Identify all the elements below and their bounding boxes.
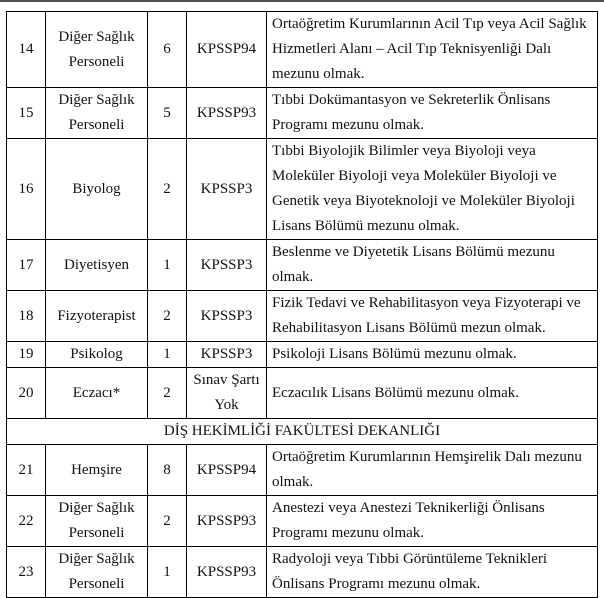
table-row [7, 445, 598, 496]
score-type [187, 445, 267, 496]
position-title-line: Diğer Sağlık [58, 92, 135, 108]
position-count: 5 [148, 88, 187, 139]
position-title [46, 368, 148, 419]
table-row [7, 291, 598, 342]
position-title-line: Biyolog [72, 180, 121, 197]
position-title [46, 139, 148, 240]
position-title-line: Personeli [68, 576, 125, 592]
score-type-line: KPSSP94 [196, 461, 257, 478]
position-title-line: Fizyoterapist [57, 307, 136, 324]
qualification-description [267, 342, 598, 368]
qualification-description [267, 445, 598, 496]
score-type [187, 496, 267, 547]
score-type-line: Sınav Şartı [193, 372, 260, 388]
qualification-description-line: Tıbbi Dokümantasyon ve Sekreterlik Önlisans [272, 92, 551, 108]
position-title-line: Diyetisyen [64, 256, 129, 273]
qualification-description-line: Moleküler Biyoloji veya Moleküler Biyoloji ve [272, 168, 557, 184]
section-heading: DİŞ HEKİMLİĞİ FAKÜLTESİ DEKANLIĞI [7, 419, 598, 445]
position-title [46, 445, 148, 496]
qualification-description [267, 291, 598, 342]
row-number: 19 [7, 342, 46, 368]
qualification-description-line: mezunu olmak. [272, 66, 365, 82]
qualification-description-line: Programı mezunu olmak. [272, 117, 425, 133]
position-count: 2 [148, 496, 187, 547]
position-title-line: Personeli [68, 117, 125, 133]
qualification-description [267, 88, 598, 139]
qualification-description [267, 12, 598, 88]
qualification-description-line: Beslenme ve Diyetetik Lisans Bölümü mezunu [272, 244, 555, 260]
position-title [46, 12, 148, 88]
score-type [187, 12, 267, 88]
position-count: 2 [148, 139, 187, 240]
qualification-description-line: Ortaöğretim Kurumlarının Acil Tıp veya Acil Sağlık [272, 16, 587, 32]
score-type-line: KPSSP3 [200, 256, 253, 273]
score-type-line: KPSSP93 [196, 104, 257, 121]
position-title [46, 88, 148, 139]
score-type [187, 88, 267, 139]
score-type-line: KPSSP93 [196, 563, 257, 580]
score-type-line: KPSSP3 [200, 307, 253, 324]
score-type [187, 368, 267, 419]
position-title [46, 547, 148, 598]
qualification-description-line: Rehabilitasyon Lisans Bölümü mezun olmak. [272, 320, 546, 336]
position-title-line: Personeli [68, 525, 125, 541]
qualification-description-line: Anestezi veya Anestezi Teknikerliği Önlisans [272, 500, 545, 516]
score-type [187, 291, 267, 342]
qualification-description-line: Programı mezunu olmak. [272, 525, 425, 541]
qualification-description-line: Psikoloji Lisans Bölümü mezunu olmak. [272, 346, 517, 362]
position-title [46, 496, 148, 547]
score-type-line: Yok [214, 397, 239, 413]
table-row [7, 88, 598, 139]
table-row [7, 547, 598, 598]
table-row [7, 342, 598, 368]
position-title-line: Diğer Sağlık [58, 551, 135, 567]
position-count: 2 [148, 368, 187, 419]
position-title [46, 291, 148, 342]
positions-table [6, 11, 598, 598]
position-count: 1 [148, 547, 187, 598]
position-count: 2 [148, 291, 187, 342]
table-row [7, 496, 598, 547]
row-number: 23 [7, 547, 46, 598]
qualification-description-line: olmak. [272, 474, 314, 490]
section-row [7, 419, 598, 445]
score-type [187, 240, 267, 291]
qualification-description [267, 547, 598, 598]
score-type-line: KPSSP94 [196, 41, 257, 57]
table-row [7, 240, 598, 291]
viewer-top-bar [0, 0, 604, 2]
position-title-line: Eczacı* [72, 384, 121, 401]
qualification-description-line: Ortaöğretim Kurumlarının Hemşirelik Dalı mezunu [272, 449, 582, 465]
qualification-description-line: Genetik veya Biyoteknoloji ve Moleküler Biyoloji [272, 193, 575, 209]
qualification-description-line: Radyoloji veya Tıbbi Görüntüleme Teknikleri [272, 551, 548, 567]
qualification-description-line: Fizik Tedavi ve Rehabilitasyon veya Fizyoterapi ve [272, 295, 581, 311]
table-row [7, 368, 598, 419]
qualification-description-line: Eczacılık Lisans Bölümü mezunu olmak. [272, 384, 520, 401]
row-number: 22 [7, 496, 46, 547]
score-type [187, 139, 267, 240]
position-count: 1 [148, 240, 187, 291]
row-number: 17 [7, 240, 46, 291]
qualification-description-line: Tıbbi Biyolojik Bilimler veya Biyoloji veya [272, 143, 536, 159]
position-count: 8 [148, 445, 187, 496]
row-number: 16 [7, 139, 46, 240]
qualification-description-line: Hizmetleri Alanı – Acil Tıp Teknisyenliği Dalı [272, 41, 552, 57]
qualification-description-line: olmak. [272, 269, 314, 285]
position-title-line: Diğer Sağlık [58, 28, 135, 45]
score-type [187, 547, 267, 598]
table-row [7, 12, 598, 88]
position-title [46, 342, 148, 368]
qualification-description-line: Lisans Bölümü mezunu olmak. [272, 218, 460, 234]
position-count: 1 [148, 342, 187, 368]
qualification-description [267, 139, 598, 240]
row-number: 15 [7, 88, 46, 139]
position-title-line: Hemşire [71, 461, 122, 478]
position-title-line: Psikolog [70, 346, 123, 362]
position-title [46, 240, 148, 291]
score-type-line: KPSSP3 [200, 346, 253, 362]
score-type [187, 342, 267, 368]
row-number: 18 [7, 291, 46, 342]
position-count: 6 [148, 12, 187, 88]
row-number: 20 [7, 368, 46, 419]
position-title-line: Personeli [68, 53, 125, 70]
qualification-description [267, 240, 598, 291]
row-number: 21 [7, 445, 46, 496]
score-type-line: KPSSP3 [200, 180, 253, 197]
qualification-description [267, 496, 598, 547]
qualification-description [267, 368, 598, 419]
position-title-line: Diğer Sağlık [58, 500, 135, 516]
qualification-description-line: Önlisans Programı mezunu olmak. [272, 576, 481, 592]
row-number: 14 [7, 12, 46, 88]
score-type-line: KPSSP93 [196, 512, 257, 529]
table-row [7, 139, 598, 240]
